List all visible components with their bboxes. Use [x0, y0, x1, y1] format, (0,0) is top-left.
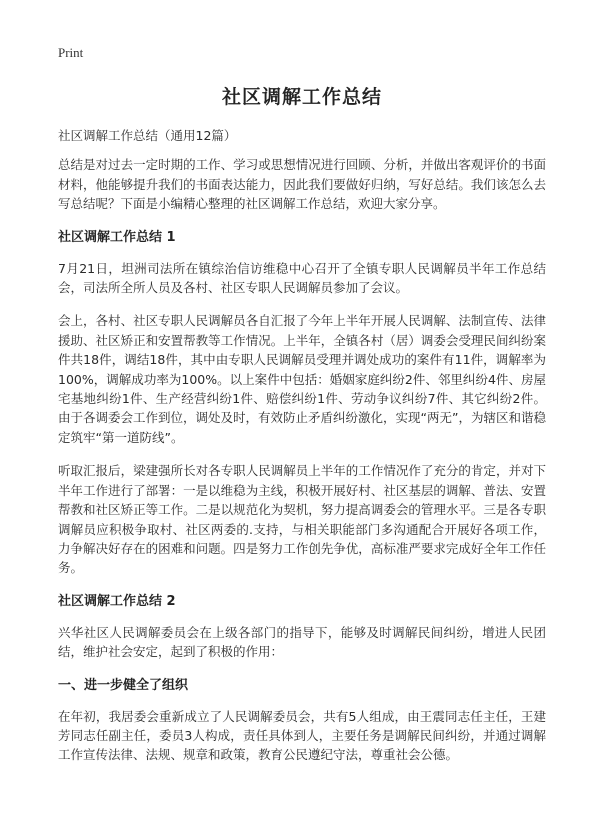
section-2-sub-paragraph-1: 在年初，我居委会重新成立了人民调解委员会，共有5人组成，由王震同志任主任，王建芳同志任副主任，委员3人构成，责任具体到人，主要任务是调解民间纠纷，并通过调解工作宣传法律、法规、规章和政策，教育公民遵纪守法，尊重社会公德。: [58, 708, 546, 763]
page-title: 社区调解工作总结: [221, 86, 382, 108]
section-1-paragraph-2: 会上，各村、社区专职人民调解员各自汇报了今年上半年开展人民调解、法制宣传、法律援助、社区矫正和安置帮教等工作情况。上半年，全镇各村（居）调委会受理民间纠纷案件共18件，调结18件，其中由专职人民调解员受理并调处成功的案件有11件，调解率为100%，调解成功率为100%。以上案件中包括：婚姻家庭纠纷2件、邻里纠纷4件、房屋宅基地纠纷1件、生产经营纠纷1件、赔偿纠纷1件、劳动争议纠纷7件、其它纠纷2件。由于各调委会工作到位，调处及时，有效防止矛盾纠纷激化，实现“两无”，为辖区和谐稳定筑牢“第一道防线”。: [58, 313, 546, 445]
section-2-subheading: 一、进一步健全了组织: [58, 677, 189, 693]
section-2-heading: 社区调解工作总结 2: [58, 593, 176, 609]
print-link[interactable]: Print: [58, 45, 84, 60]
section-1-paragraph-1: 7月21日，坦洲司法所在镇综治信访维稳中心召开了全镇专职人民调解员半年工作总结会，司法所全所人员及各村、社区专职人民调解员参加了会议。: [58, 260, 546, 296]
document-page: [58, 44, 546, 779]
intro-paragraph: 总结是对过去一定时期的工作、学习或思想情况进行回顾、分析，并做出客观评价的书面材料，他能够提升我们的书面表达能力，因此我们要做好归纳，写好总结。我们该怎么去写总结呢？下面是小编精心整理的社区调解工作总结，欢迎大家分享。: [58, 157, 546, 212]
section-1-paragraph-3: 听取汇报后，梁建强所长对各专职人民调解员上半年的工作情况作了充分的肯定，并对下半年工作进行了部署：一是以维稳为主线，积极开展好村、社区基层的调解、普法、安置帮教和社区矫正等工作。二是以规范化为契机，努力提高调委会的管理水平。三是各专职调解员应积极争取村、社区两委的.支持，与相关职能部门多沟通配合开展好各项工作，力争解决好存在的困难和问题。四是努力工作创先争优，高标准严要求完成好全年工作任务。: [58, 463, 546, 576]
section-1-heading: 社区调解工作总结 1: [58, 229, 176, 245]
section-2-paragraph-1: 兴华社区人民调解委员会在上级各部门的指导下，能够及时调解民间纠纷，增进人民团结，维护社会安定，起到了积极的作用：: [58, 624, 546, 660]
document-subtitle: 社区调解工作总结（通用12篇）: [58, 128, 237, 143]
